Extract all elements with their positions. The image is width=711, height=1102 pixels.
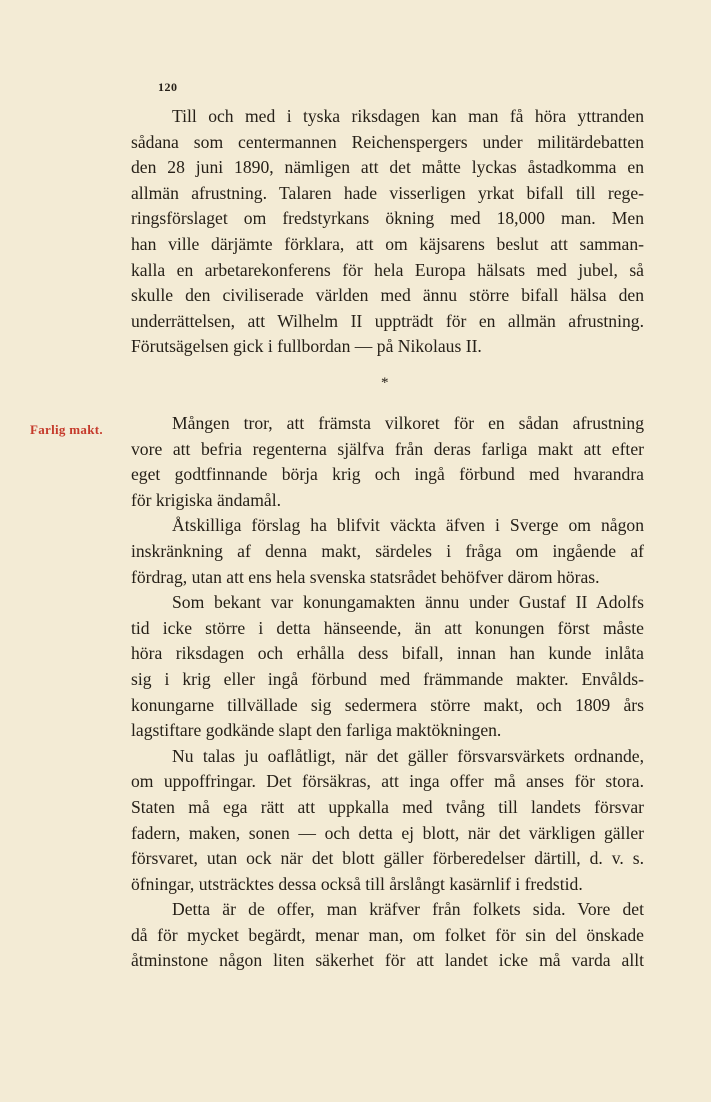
- text-line: han ville därjämte förklara, att om käjsarens beslut att samman-: [131, 233, 644, 254]
- text-line: höra riksdagen och erhålla dess bifall, innan han kunde inlåta: [131, 643, 644, 664]
- section-separator: *: [381, 375, 389, 391]
- text-line: öfningar, utsträcktes dessa också till årslångt kasärnlif i fredstid.: [131, 873, 583, 894]
- text-line: kalla en arbetarekonferens för hela Europa hälsats med jubel, så: [131, 259, 644, 280]
- margin-note: Farlig makt.: [30, 422, 103, 437]
- paragraph-2: [131, 411, 644, 513]
- text-line: Nu talas ju oaflåtligt, när det gäller försvarsvärkets ordnande,: [172, 745, 644, 766]
- paragraph-6: [131, 897, 644, 974]
- paragraph-1: [131, 104, 644, 360]
- text-line: tid icke större i detta hänseende, än att konungen först måste: [131, 617, 644, 638]
- text-line: fadern, maken, sonen — och detta ej blott, när det värkligen gäller: [131, 822, 644, 843]
- text-line: den 28 juni 1890, nämligen att det måtte lyckas åstadkomma en: [131, 157, 644, 178]
- text-line: eget godtfinnande börja krig och ingå förbund med hvarandra: [131, 464, 644, 485]
- text-line: lagstiftare godkände slapt den farliga maktökningen.: [131, 720, 502, 741]
- text-line: om uppoffringar. Det försäkras, att inga offer må anses för stora.: [131, 771, 644, 792]
- text-line: sig i krig eller ingå förbund med främmande makter. Envålds-: [131, 668, 644, 689]
- text-line: underrättelsen, att Wilhelm II uppträdt för en allmän afrustning.: [131, 310, 644, 331]
- text-line: Mången tror, att främsta vilkoret för en sådan afrustning: [172, 413, 644, 433]
- paragraph-4: [131, 590, 644, 744]
- text-line: allmän afrustning. Talaren hade visserligen yrkat bifall till rege-: [131, 182, 644, 203]
- text-line: fördrag, utan att ens hela svenska statsrådet behöfver därom höras.: [131, 566, 600, 587]
- paragraph-5: [131, 744, 644, 898]
- text-line: försvaret, utan ock när det blott gäller förberedelser därtill, d. v. s.: [131, 848, 644, 869]
- text-line: konungarne tillvällade sig sedermera större makt, och 1809 års: [131, 694, 644, 715]
- text-line: Förutsägelsen gick i fullbordan — på Nikolaus II.: [131, 336, 482, 357]
- text-line: Detta är de offer, man kräfver från folkets sida. Vore det: [172, 899, 644, 920]
- page-number: 120: [158, 80, 178, 94]
- text-line: skulle den civiliserade världen med ännu större bifall hälsa den: [131, 285, 644, 306]
- text-line: Till och med i tyska riksdagen kan man få höra yttranden: [172, 106, 644, 126]
- text-line: Som bekant var konungamakten ännu under Gustaf II Adolfs: [172, 592, 644, 613]
- text-line: för krigiska ändamål.: [131, 489, 281, 510]
- paragraph-3: [131, 513, 644, 590]
- text-line: ringsförslaget om fredstyrkans ökning med 18,000 man. Men: [131, 208, 644, 229]
- text-line: vore att befria regenterna själfva från deras farliga makt att efter: [131, 438, 644, 459]
- text-line: inskränkning af denna makt, särdeles i fråga om ingående af: [131, 540, 644, 561]
- text-line: Staten må ega rätt att uppkalla med tvång till landets försvar: [131, 796, 644, 817]
- text-line: Åtskilliga förslag ha blifvit väckta äfven i Sverge om någon: [172, 515, 644, 536]
- text-line: sådana som centermannen Reichenspergers under militärdebatten: [131, 131, 644, 152]
- body-text-section-2: [131, 411, 644, 974]
- text-line: åtminstone någon liten säkerhet för att landet icke må varda allt: [131, 950, 644, 971]
- text-line: då för mycket begärdt, menar man, om folket för sin del önskade: [131, 924, 644, 945]
